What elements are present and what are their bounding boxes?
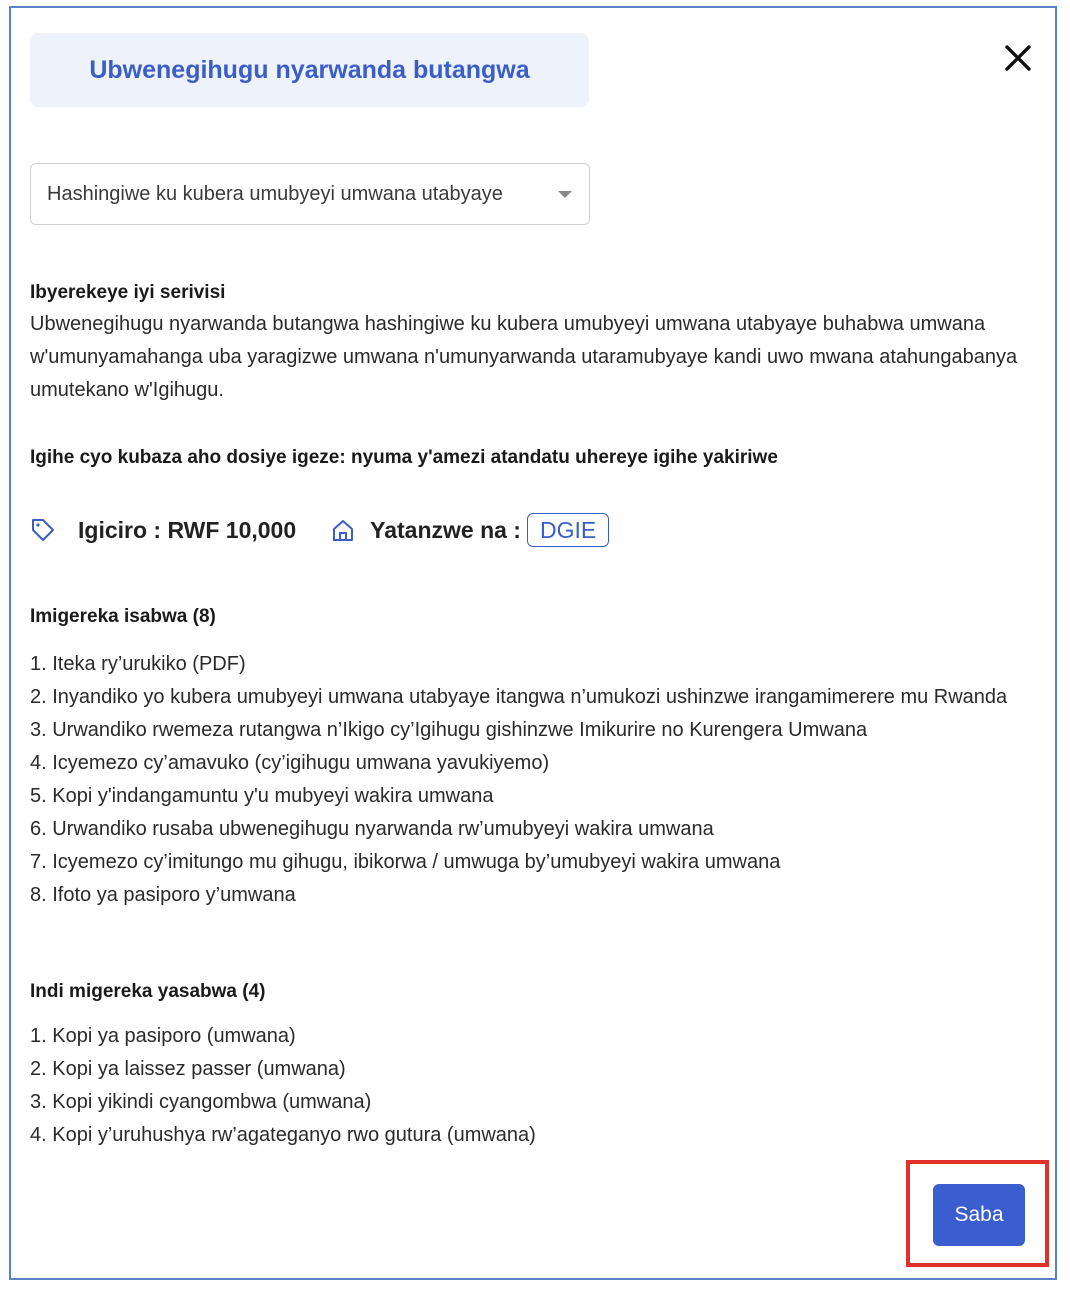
provider-badge: DGIE xyxy=(527,513,609,547)
list-item: 3. Kopi yikindi cyangombwa (umwana) xyxy=(30,1091,372,1113)
list-item: 1. Kopi ya pasiporo (umwana) xyxy=(30,1025,296,1047)
list-item: 8. Ifoto ya pasiporo y’umwana xyxy=(30,884,296,906)
service-type-select[interactable] xyxy=(30,163,590,225)
list-item: 2. Inyandiko yo kubera umubyeyi umwana utabyaye itangwa n’umukozi ushinzwe irangamimerere mu Rwanda xyxy=(30,686,1008,708)
list-item: 4. Icyemezo cy’amavuko (cy’igihugu umwana yavukiyemo) xyxy=(30,752,550,774)
about-text: Ubwenegihugu nyarwanda butangwa hashingiwe ku kubera umubyeyi umwana utabyaye buhabwa umwana w'umunyamahanga uba yaragizwe umwana n'umunyarwanda utaramubyaye kandi uwo mwana atahungabanya umutekano w'Igihugu. xyxy=(30,313,1018,401)
list-item: 6. Urwandiko rusaba ubwenegihugu nyarwanda rw’umubyeyi wakira umwana xyxy=(30,818,714,840)
required-docs-heading: Imigereka isabwa (8) xyxy=(30,606,216,627)
close-icon xyxy=(996,36,1040,80)
list-item: 3. Urwandiko rwemeza rutangwa n’Ikigo cy’Igihugu gishinzwe Imikurire no Kurengera Umwana xyxy=(30,719,868,741)
list-item: 4. Kopi y’uruhushya rw’agateganyo rwo gutura (umwana) xyxy=(30,1124,536,1146)
modal-title: Ubwenegihugu nyarwanda butangwa xyxy=(89,55,530,84)
list-item: 2. Kopi ya laissez passer (umwana) xyxy=(30,1058,346,1080)
submit-button[interactable]: Saba xyxy=(933,1184,1025,1246)
service-modal xyxy=(9,6,1057,1280)
close-button[interactable] xyxy=(996,36,1040,80)
other-docs-heading: Indi migereka yasabwa (4) xyxy=(30,981,266,1002)
list-item: 7. Icyemezo cy’imitungo mu gihugu, ibikorwa / umwuga by’umubyeyi wakira umwana xyxy=(30,851,781,873)
other-docs-list xyxy=(30,1020,1045,1152)
required-docs-list xyxy=(30,648,1045,912)
processing-time-heading: Igihe cyo kubaza aho dosiye igeze: nyuma y'amezi atandatu uhereye igihe yakiriwe xyxy=(30,447,778,468)
price-label: Igiciro : RWF 10,000 xyxy=(78,516,297,543)
provider-label: Yatanzwe na : xyxy=(370,516,521,543)
list-item: 5. Kopi y'indangamuntu y'u mubyeyi wakira umwana xyxy=(30,785,494,807)
list-item: 1. Iteka ry’urukiko (PDF) xyxy=(30,653,246,675)
select-value: Hashingiwe ku kubera umubyeyi umwana utabyaye xyxy=(47,182,503,205)
service-meta xyxy=(30,510,609,550)
modal-title-pill xyxy=(30,33,589,107)
caret-down-icon xyxy=(558,191,572,198)
about-heading: Ibyerekeye iyi serivisi xyxy=(30,282,226,303)
tag-icon xyxy=(30,517,56,543)
home-icon xyxy=(330,517,356,543)
